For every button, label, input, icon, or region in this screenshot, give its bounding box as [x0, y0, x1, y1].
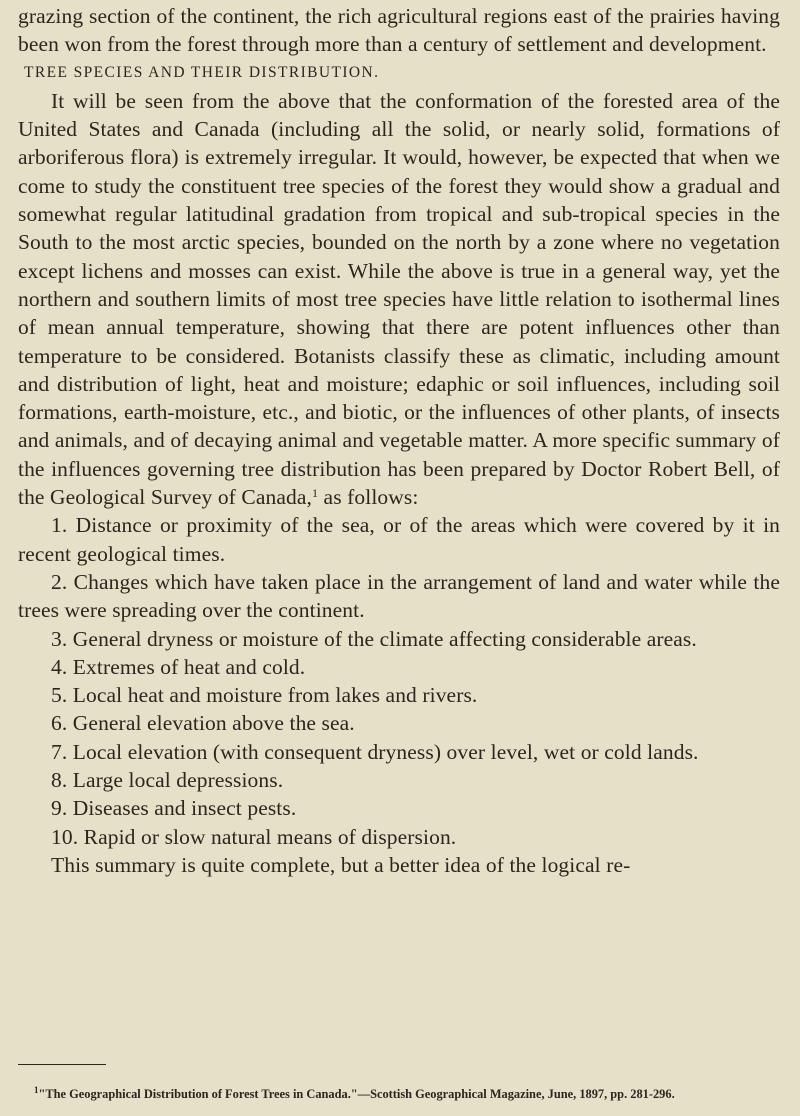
list-item: 7. Local elevation (with consequent dryness) over level, wet or cold lands.	[51, 739, 699, 764]
footnote-reference: 1	[311, 486, 319, 501]
main-paragraph-text: It will be seen from the above that the conformation of the forested area of the United States and Canada (including all the solid, or nearly solid, formations of arboriferous flora) is extremely irregular. It would, however, be expected that when we come to study the constituent tree species of the forest they would show a gradual and somewhat regular latitudinal gradation from tropical and sub-tropical species in the South to the most arctic species, bounded on the north by a zone where no vegetation except lichens and mosses can exist. While the above is true in a general way, yet the northern and southern limits of most tree species have little relation to isothermal lines of mean annual temperature, showing that there are potent influences other than temperature to be considered. Botanists classify these as climatic, including amount and distribution of light, heat and moisture; edaphic or soil influences, including soil formations, earth-moisture, etc., and biotic, or the influences of other plants, of insects and animals, and of decaying animal and vegetable matter. A more specific summary of the influences governing tree distribution has been prepared by Doctor Robert Bell, of the Geological Survey of Canada,	[18, 88, 780, 510]
main-paragraph-ending: as follows:	[318, 485, 419, 510]
list-item: 10. Rapid or slow natural means of dispersion.	[51, 824, 457, 849]
main-paragraph	[18, 87, 780, 511]
footnote-text: "The Geographical Distribution of Forest Trees in Canada."—Scottish Geographical Magazine, June, 1897, pp. 281-296.	[38, 1087, 675, 1102]
footnote-divider	[18, 1064, 106, 1065]
list-item: 1. Distance or proximity of the sea, or of the areas which were covered by it in recent geological times.	[18, 513, 780, 566]
list-item: 5. Local heat and moisture from lakes and rivers.	[51, 683, 478, 708]
footnote-marker: 1	[34, 1085, 39, 1096]
closing-paragraph-fragment: This summary is quite complete, but a better idea of the logical re-	[51, 852, 631, 877]
page-body	[18, 2, 780, 879]
list-item: 8. Large local depressions.	[51, 768, 284, 793]
list-item: 3. General dryness or moisture of the climate affecting considerable areas.	[51, 626, 697, 651]
list-item: 9. Diseases and insect pests.	[51, 796, 297, 821]
list-item: 6. General elevation above the sea.	[51, 711, 355, 736]
list-item: 2. Changes which have taken place in the arrangement of land and water while the trees were spreading over the continent.	[18, 569, 780, 623]
section-heading: TREE SPECIES AND THEIR DISTRIBUTION.	[24, 63, 380, 81]
intro-paragraph: grazing section of the continent, the rich agricultural regions east of the prairies having been won from the forest through more than a century of settlement and development.	[18, 4, 780, 57]
footnote	[18, 1085, 780, 1103]
list-item: 4. Extremes of heat and cold.	[51, 654, 306, 679]
